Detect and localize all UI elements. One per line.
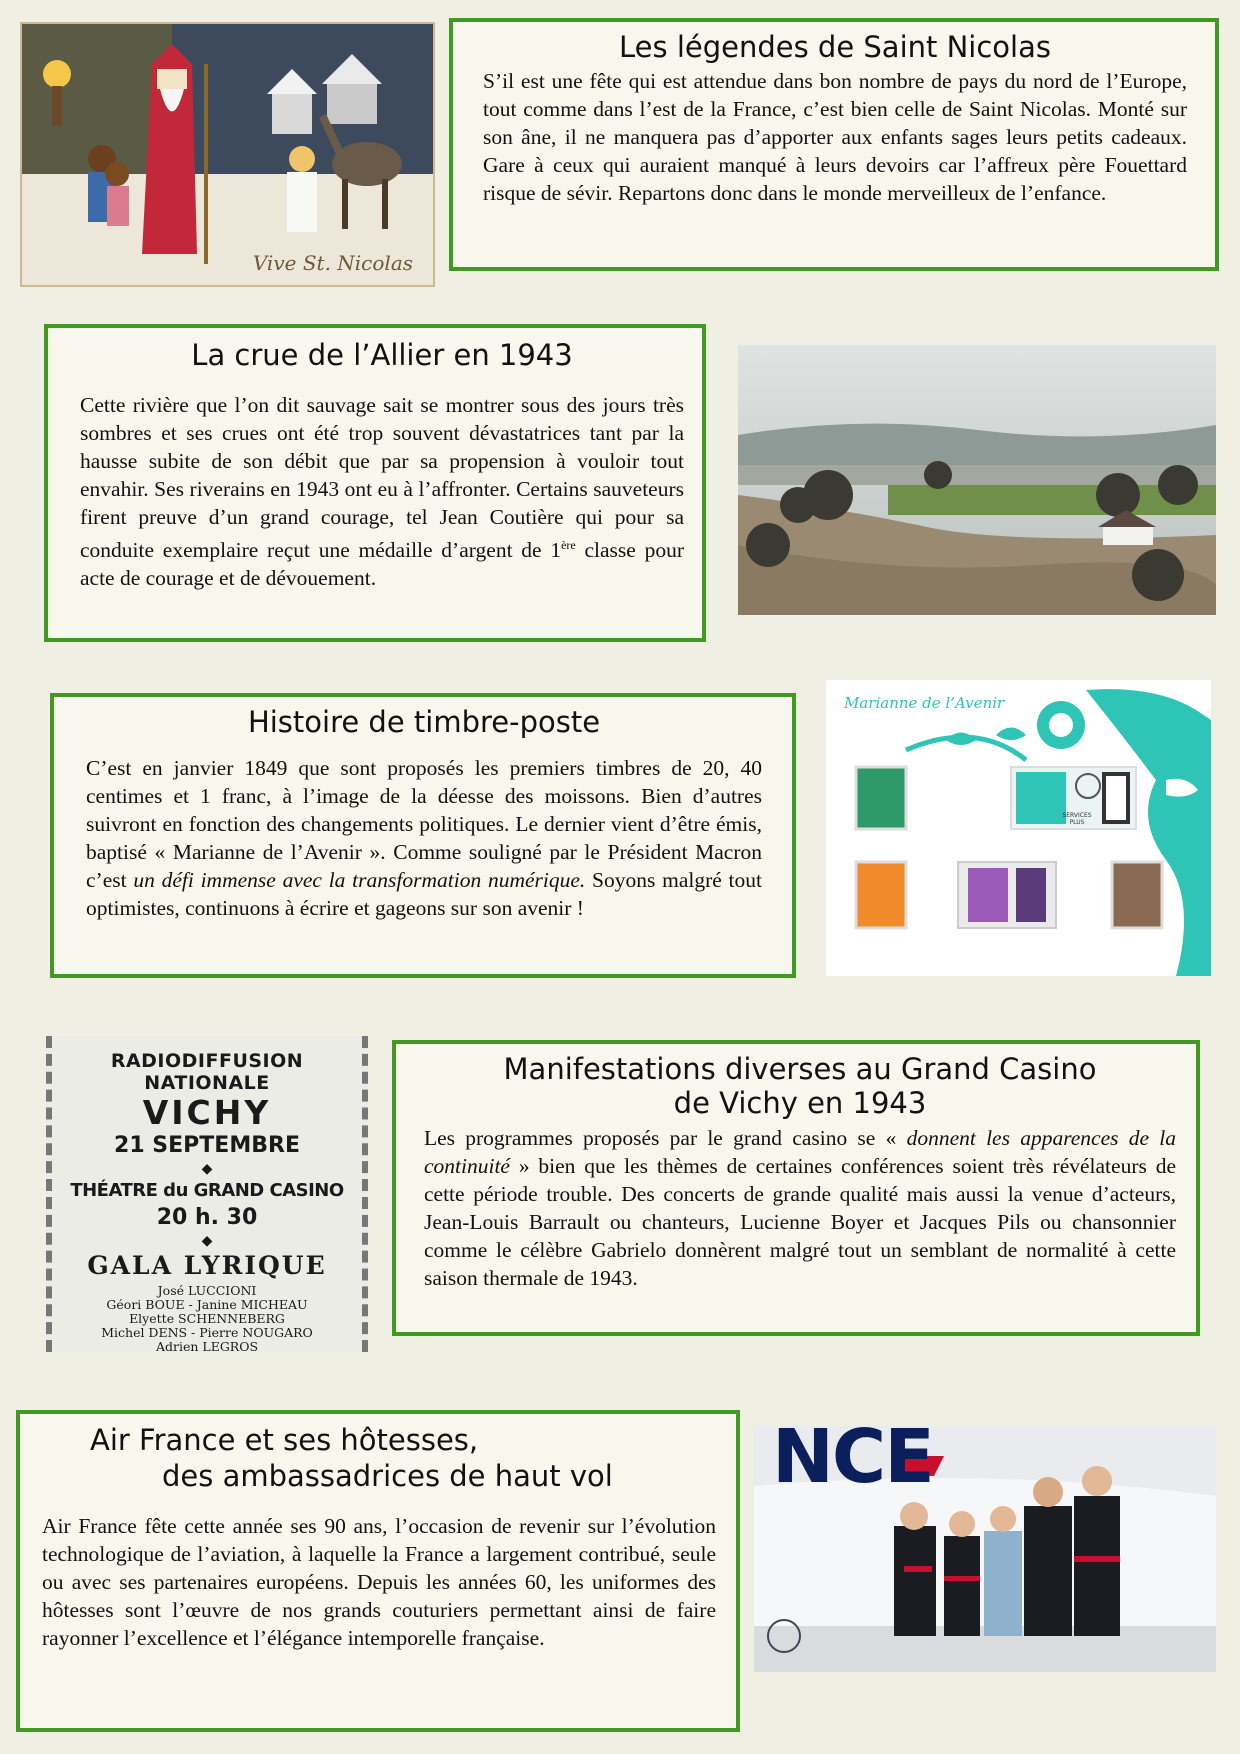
airfrance-title-line1: Air France et ses hôtesses, xyxy=(90,1423,479,1457)
poster-artist: Michel DENS - Pierre NOUGARO xyxy=(101,1325,313,1340)
allier-text-part-b: classe pour acte de courage et de dévouement. xyxy=(80,538,684,591)
allier-text-superscript: ère xyxy=(561,538,576,552)
timbre-text-part-b: Soyons malgré tout optimistes, continuons à écrire et gageons sur son avenir ! xyxy=(86,868,762,920)
poster-line1: RADIODIFFUSION NATIONALE xyxy=(110,1050,304,1094)
airfrance-title-line2: des ambassadrices de haut vol xyxy=(162,1459,613,1493)
timbre-text-part-a: C’est en janvier 1849 que sont proposés les premiers timbres de 20, 40 centimes et 1 franc, à l’image de la déesse des moissons. Bien d’autres suivront en fonction des changements politiques. Le dernier vient d’être émis, baptisé « Marianne de l’Avenir ». Comme souligné par le Président Macron c’est xyxy=(86,756,762,892)
timbre-text-italic: un défi immense avec la transformation numérique. xyxy=(133,868,586,892)
postcard-caption: Vive St. Nicolas xyxy=(252,251,413,275)
poster-artist: José LUCCIONI xyxy=(157,1283,257,1298)
allier-text xyxy=(80,391,684,592)
allier-text-part-a: Cette rivière que l’on dit sauvage sait se montrer sous des jours très sombres et ses crues ont été trop souvent dévastatrices tant par la hausse subite de son débit que par sa propension à vouloir tout envahir. Ses riverains en 1943 ont eu à l’affronter. Certains sauveteurs firent preuve d’un grand courage, tel Jean Coutière qui pour sa conduite exemplaire reçut une médaille d’argent de 1 xyxy=(80,393,684,563)
casino-text-part-a: Les programmes proposés par le grand casino se « xyxy=(424,1126,907,1150)
marianne-stamp-sheet xyxy=(826,680,1211,976)
poster-artist: Adrien LEGROS xyxy=(155,1339,259,1352)
nicolas-title: Les légendes de Saint Nicolas xyxy=(619,30,1051,64)
poster-artist: Géori BOUE - Janine MICHEAU xyxy=(106,1297,308,1312)
timbre-article xyxy=(50,693,796,978)
casino-title-line1: Manifestations diverses au Grand Casino xyxy=(503,1052,1097,1086)
poster-artist: Elyette SCHENNEBERG xyxy=(129,1311,285,1326)
timbre-text xyxy=(86,754,762,922)
stamp-services-label: SERVICES PLUS xyxy=(1062,812,1092,826)
poster-line4: THÉATRE du GRAND CASINO xyxy=(70,1180,344,1201)
poster-line5: 20 h. 30 xyxy=(156,1205,258,1230)
casino-title xyxy=(424,1052,1176,1120)
poster-diamond: ◆ xyxy=(201,1161,213,1177)
airfrance-text: Air France fête cette année ses 90 ans, l’occasion de revenir sur l’évolution technologique de l’aviation, à laquelle la France a largement contribué, seule ou avec ses partenaires européens. Depuis les années 60, les uniformes des hôtesses sont l’œuvre de nos grands couturiers permettant ainsi de faire rayonner l’excellence et l’élégance intemporelle française. xyxy=(42,1514,716,1650)
poster-line2: VICHY xyxy=(142,1093,272,1132)
poster-line3: 21 SEPTEMBRE xyxy=(114,1133,300,1158)
airfrance-title xyxy=(42,1422,716,1494)
nicolas-text: S’il est une fête qui est attendue dans bon nombre de pays du nord de l’Europe, tout comme dans l’est de la France, c’est bien celle de Saint Nicolas. Monté sur son âne, il ne manquera pas d’apporter aux enfants sages leurs petits cadeaux. Gare à ceux qui auraient manqué à leurs devoirs car l’affreux père Fouettard risque de sévir. Repartons donc dans le monde merveilleux de l’enfance. xyxy=(483,69,1187,205)
casino-text-part-b: » bien que les thèmes de certaines conférences soient très révélateurs de cette période trouble. Des concerts de grande qualité mais aussi la venue d’acteurs, Jean-Louis Barrault ou chanteurs, Lucienne Boyer et Jacques Pils ou chansonnier comme le célèbre Gabrielo donnèrent malgré tout un semblant de normalité à cette saison thermale de 1943. xyxy=(424,1154,1176,1290)
poster-line6: GALA LYRIQUE xyxy=(87,1251,327,1280)
poster-artists xyxy=(56,1284,358,1352)
plane-livery-text: NCE xyxy=(772,1426,933,1500)
casino-article xyxy=(392,1040,1200,1336)
poster-diamond-2: ◆ xyxy=(201,1233,213,1249)
airfrance-crew-photo xyxy=(754,1426,1216,1672)
vichy-gala-poster xyxy=(46,1036,368,1352)
nicolas-article xyxy=(449,18,1219,271)
saint-nicolas-postcard xyxy=(20,22,435,287)
airfrance-article xyxy=(16,1410,740,1732)
casino-text-italic: donnent les apparences de la continuité xyxy=(424,1126,1176,1178)
allier-flood-photo xyxy=(738,345,1216,615)
allier-article xyxy=(44,324,706,642)
casino-title-line2: de Vichy en 1943 xyxy=(673,1086,927,1120)
allier-title: La crue de l’Allier en 1943 xyxy=(191,338,573,372)
casino-text xyxy=(424,1124,1176,1292)
stamp-sheet-title: Marianne de l’Avenir xyxy=(844,694,1005,712)
timbre-title: Histoire de timbre-poste xyxy=(247,705,601,739)
